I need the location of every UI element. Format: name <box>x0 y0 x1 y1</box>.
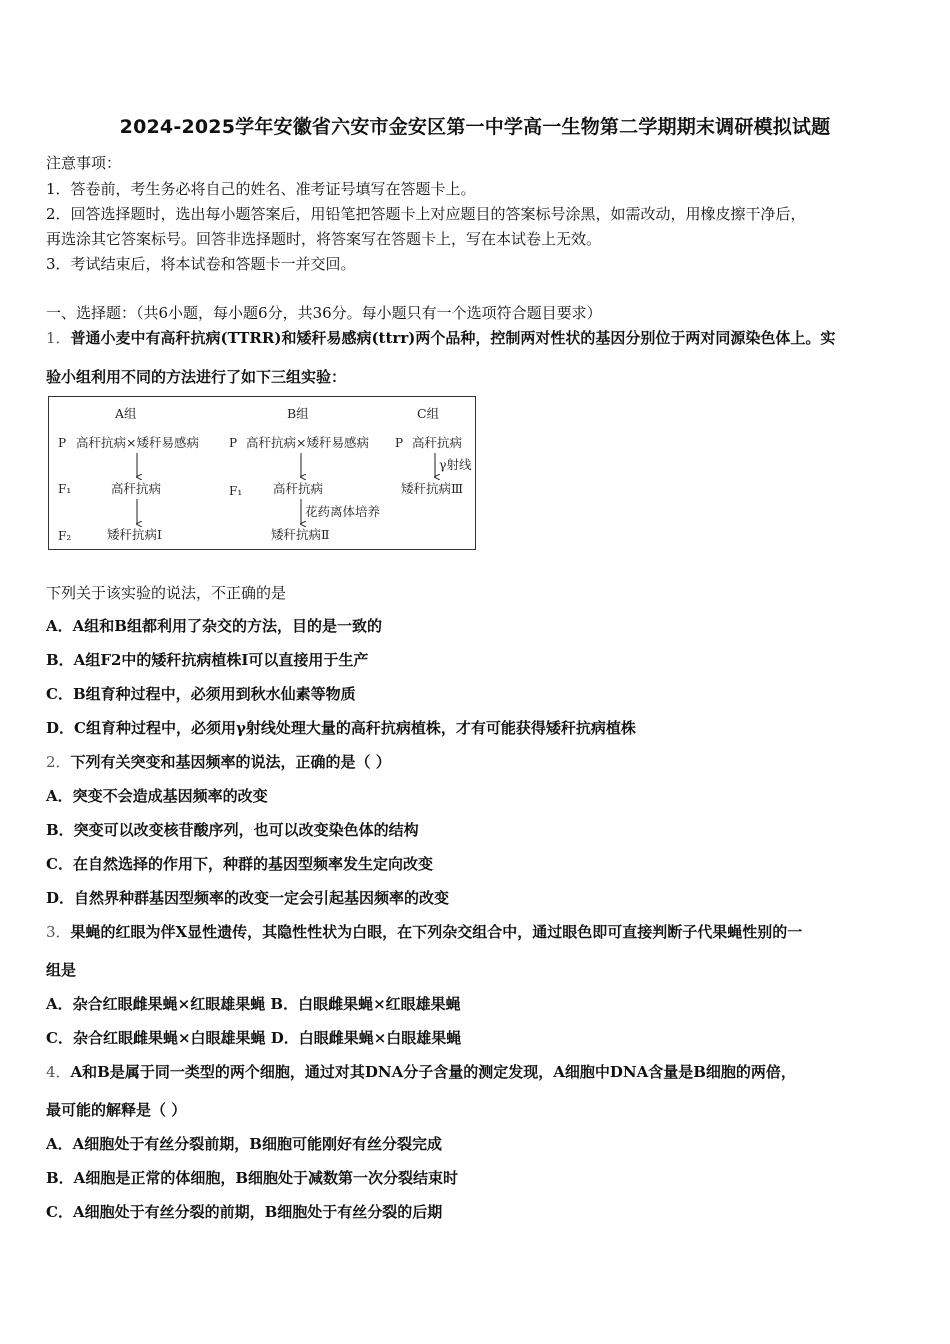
question-text: 果蝇的红眼为伴X显性遗传，其隐性性状为白眼，在下列杂交组合中，通过眼色即可直接判断子代果蝇性别的一 <box>70 923 803 941</box>
option-b[interactable]: B．A细胞是正常的体细胞，B细胞处于减数第一次分裂结束时 <box>46 1169 458 1187</box>
notice-item: 3．考试结束后，将本试卷和答题卡一并交回。 <box>46 255 356 273</box>
f1-label: F₁ <box>229 484 243 498</box>
question-1-stem: 下列关于该实验的说法，不正确的是 <box>46 584 287 602</box>
group-a-header: A组 <box>115 406 137 421</box>
option-c[interactable]: C．在自然选择的作用下，种群的基因型频率发生定向改变 <box>46 855 433 873</box>
question-3-line-1 <box>46 921 802 942</box>
f2-label: F₂ <box>58 529 72 543</box>
diagram-svg <box>49 397 477 551</box>
question-3-line-2: 组是 <box>46 961 77 979</box>
option-c[interactable]: C．B组育种过程中，必须用到秋水仙素等物质 <box>46 685 356 703</box>
option-c[interactable]: C．A细胞处于有丝分裂的前期，B细胞处于有丝分裂的后期 <box>46 1203 443 1221</box>
group-c-parent: 高秆抗病 <box>412 435 463 450</box>
p-label: P <box>229 436 238 450</box>
option-a[interactable]: A．突变不会造成基因频率的改变 <box>46 787 268 805</box>
question-1-line-1 <box>46 327 835 348</box>
question-text: 普通小麦中有高秆抗病(TTRR)和矮秆易感病(ttrr)两个品种，控制两对性状的基因分别位于两对同源染色体上。实 <box>70 329 836 347</box>
gamma-ray-step: γ射线 <box>439 457 472 472</box>
option-a[interactable]: A．A细胞处于有丝分裂前期，B细胞可能刚好有丝分裂完成 <box>46 1135 442 1153</box>
question-4-line-1 <box>46 1061 796 1082</box>
option-d[interactable]: D．自然界种群基因型频率的改变一定会引起基因频率的改变 <box>46 889 450 907</box>
group-c-result: 矮秆抗病Ⅲ <box>401 481 464 496</box>
question-number: 1． <box>46 329 71 347</box>
notice-item: 再选涂其它答案标号。回答非选择题时，将答案写在答题卡上，写在本试卷上无效。 <box>46 230 602 248</box>
f1-label: F₁ <box>58 482 72 496</box>
group-b-parents: 高秆抗病×矮秆易感病 <box>246 435 369 450</box>
group-a-f1: 高秆抗病 <box>111 481 162 496</box>
page-title: 2024-2025学年安徽省六安市金安区第一中学高一生物第二学期期末调研模拟试题 <box>119 116 831 138</box>
group-a-f2: 矮秆抗病Ⅰ <box>107 527 162 542</box>
option-d[interactable]: D．C组育种过程中，必须用γ射线处理大量的高秆抗病植株，才有可能获得矮秆抗病植株 <box>46 719 636 737</box>
question-text: A和B是属于同一类型的两个细胞，通过对其DNA分子含量的测定发现，A细胞中DNA含量是B细胞的两倍， <box>70 1063 796 1081</box>
question-text: 下列有关突变和基因频率的说法，正确的是（ ） <box>70 753 391 771</box>
notice-item: 1．答卷前，考生务必将自己的姓名、准考证号填写在答题卡上。 <box>46 180 476 198</box>
options-row-ab[interactable]: A．杂合红眼雌果蝇×红眼雄果蝇 B．白眼雌果蝇×红眼雄果蝇 <box>46 995 461 1013</box>
option-b[interactable]: B．突变可以改变核苷酸序列，也可以改变染色体的结构 <box>46 821 419 839</box>
group-b-f1: 高秆抗病 <box>273 481 324 496</box>
group-b-header: B组 <box>287 406 309 421</box>
anther-culture-step: 花药离体培养 <box>305 504 381 519</box>
section-heading: 一、选择题：（共6小题，每小题6分，共36分。每小题只有一个选项符合题目要求） <box>46 304 602 322</box>
group-c-header: C组 <box>417 406 440 421</box>
options-row-cd[interactable]: C．杂合红眼雌果蝇×白眼雄果蝇 D．白眼雌果蝇×白眼雄果蝇 <box>46 1029 462 1047</box>
question-2 <box>46 751 391 772</box>
option-a[interactable]: A．A组和B组都利用了杂交的方法，目的是一致的 <box>46 617 382 635</box>
breeding-experiment-diagram <box>48 396 476 550</box>
question-number: 4． <box>46 1063 71 1081</box>
group-b-result: 矮秆抗病Ⅱ <box>271 527 330 542</box>
p-label: P <box>58 436 67 450</box>
question-number: 3． <box>46 923 71 941</box>
notice-item: 2．回答选择题时，选出每小题答案后，用铅笔把答题卡上对应题目的答案标号涂黑，如需改动，用橡皮擦干净后， <box>46 205 806 223</box>
notice-heading: 注意事项： <box>46 154 122 172</box>
option-b[interactable]: B．A组F2中的矮秆抗病植株Ⅰ可以直接用于生产 <box>46 651 369 669</box>
question-4-line-2: 最可能的解释是（ ） <box>46 1101 187 1119</box>
p-label: P <box>395 436 404 450</box>
question-1-line-2: 验小组利用不同的方法进行了如下三组实验： <box>46 368 347 386</box>
question-number: 2． <box>46 753 71 771</box>
group-a-parents: 高秆抗病×矮秆易感病 <box>76 435 199 450</box>
